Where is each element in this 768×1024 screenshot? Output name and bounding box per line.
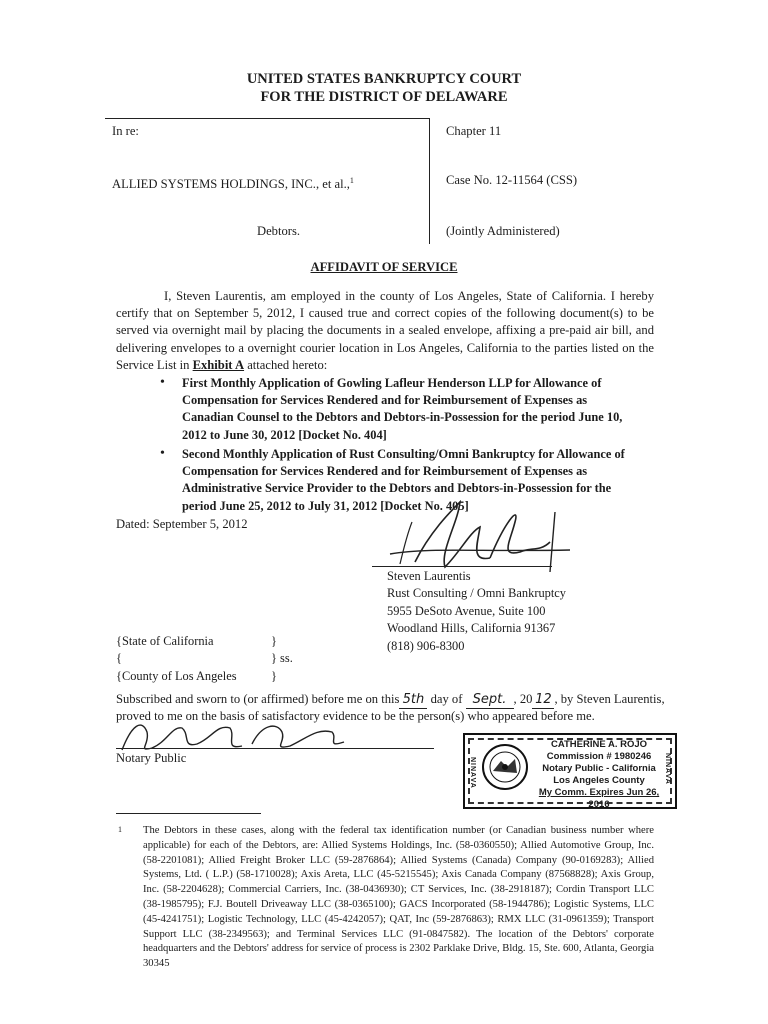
stamp-name: CATHERINE A. ROJO — [550, 739, 648, 750]
document-item-2: Second Monthly Application of Rust Consulting/Omni Bankruptcy for Allowance of Compensation for Services Rendered and for Reimbursement of Expenses as Administrative Service Provider to the Debtors and Debtors-in-Possession for the period June 25, 2012 to July 31, 2012 [Docket No. 405] — [182, 447, 625, 513]
bullet-icon: • — [160, 446, 165, 461]
signer-address-2: Woodland Hills, California 91367 — [387, 621, 556, 636]
signature-line — [372, 566, 552, 567]
court-name: UNITED STATES BANKRUPTCY COURT — [246, 71, 522, 87]
footnote-separator — [116, 813, 261, 814]
chapter-label: Chapter 11 — [446, 124, 502, 138]
footnote-ref: 1 — [349, 176, 354, 185]
stamp-commission: Commission # 1980246 — [546, 751, 652, 762]
venue-county: {County of Los Angeles — [116, 668, 237, 683]
stamp-text — [535, 739, 663, 811]
venue-state: {State of California — [116, 634, 214, 648]
stamp-expires: My Comm. Expires Jun 26, 2016 — [538, 787, 660, 810]
jurat-month: Sept. — [466, 691, 514, 709]
debtor-name: ALLIED SYSTEMS HOLDINGS, INC., et al.,$^1$ — [112, 176, 354, 192]
notary-seal-icon — [481, 743, 529, 791]
debtors-label: Debtors. — [257, 224, 301, 238]
notary-signature-line — [116, 748, 434, 749]
jurat-line-2: proved to me on the basis of satisfactory evidence to be the person(s) who appeared before me. — [116, 709, 595, 723]
stamp-side-right: NINAVA — [664, 753, 671, 785]
notary-stamp — [463, 733, 677, 809]
venue-blank: { — [116, 651, 122, 666]
dated-line: Dated: September 5, 2012 — [116, 517, 248, 531]
signer-company: Rust Consulting / Omni Bankruptcy — [387, 586, 566, 601]
venue-braces: } } ss. } — [271, 634, 293, 683]
venue-block — [116, 633, 237, 685]
affidavit-heading: AFFIDAVIT OF SERVICE — [310, 260, 458, 274]
jointly-administered: (Jointly Administered) — [446, 224, 560, 238]
affidavit-paragraph: I, Steven Laurentis, am employed in the county of Los Angeles, State of California. I hereby certify that on September 5, 2012, I caused true and correct copies of the following document(s) to be served via overnight mail by placing the documents in a sealed envelope, affixing a pre-paid air bill, and delivering envelopes to a overnight courier location in Los Angeles, California to the parties listed on the Service List in Exhibit A attached hereto: — [116, 289, 654, 372]
jurat-line-1: Subscribed and sworn to (or affirmed) before me on this 5th day of Sept. , 20 12 , by Steven Laurentis, — [116, 691, 665, 709]
case-number: Case No. 12-11564 (CSS) — [446, 173, 578, 187]
signer-address-1: 5955 DeSoto Avenue, Suite 100 — [387, 603, 546, 618]
jurat-year: 12 — [532, 691, 554, 709]
footnote-text: The Debtors in these cases, along with the federal tax identification number (or Canadian business number where applicable) for each of the Debtors, are: Allied Systems Holdings, Inc. (58-0360550); Allied Automotive Group, Inc. (58-2201081); Allied Freight Broker LLC (59-2876864); Allied Systems (Canada) Company (90-0169283); Allied Systems, Ltd. ( L.P.) (58-1710028); Axis Areta, LLC (45-5215545); Axis Canada Company (87568828); Axis Group, Inc. (58-2204628); Commercial Carriers, Inc. (38-0436930); CT Services, Inc. (38-2918187); Cordin Transport LLC (38-1985795); F.J. Boutell Driveaway LLC (38-0365100); GACS Incorporated (58-1944786); Logistic Systems, LLC (45-4241751); Logistic Technology, LLC (45-4242057); QAT, Inc (59-2876863); RMX LLC (31-0961359); Transport Support LLC (38-2349563); and Terminal Services LLC (91-0847582). The location of the Debtors' corporate headquarters and the Debtors' address for service of process is 2302 Parklake Drive, Bldg. 15, Ste. 600, Atlanta, Georgia 30345 — [143, 825, 654, 970]
stamp-side-left: NINAVA — [469, 757, 476, 789]
footnote-marker: 1 — [118, 825, 122, 834]
stamp-title: Notary Public - California — [542, 763, 656, 774]
signer-name: Steven Laurentis — [387, 569, 471, 583]
document-item-1: First Monthly Application of Gowling Lafleur Henderson LLP for Allowance of Compensation for Services Rendered and for Reimbursement of Expenses as Canadian Counsel to the Debtors and Debtors-in-Possession for the period June 10, 2012 to June 30, 2012 [Docket No. 404] — [182, 376, 623, 442]
jurat-day: 5th — [399, 691, 427, 709]
signer-phone: (818) 906-8300 — [387, 638, 465, 653]
bullet-icon: • — [160, 375, 165, 390]
stamp-county: Los Angeles County — [553, 775, 645, 786]
court-district: FOR THE DISTRICT OF DELAWARE — [260, 89, 508, 105]
in-re-label: In re: — [112, 124, 139, 138]
exhibit-link: Exhibit A — [192, 357, 245, 372]
signer-block — [387, 568, 566, 655]
notary-label: Notary Public — [116, 751, 187, 765]
